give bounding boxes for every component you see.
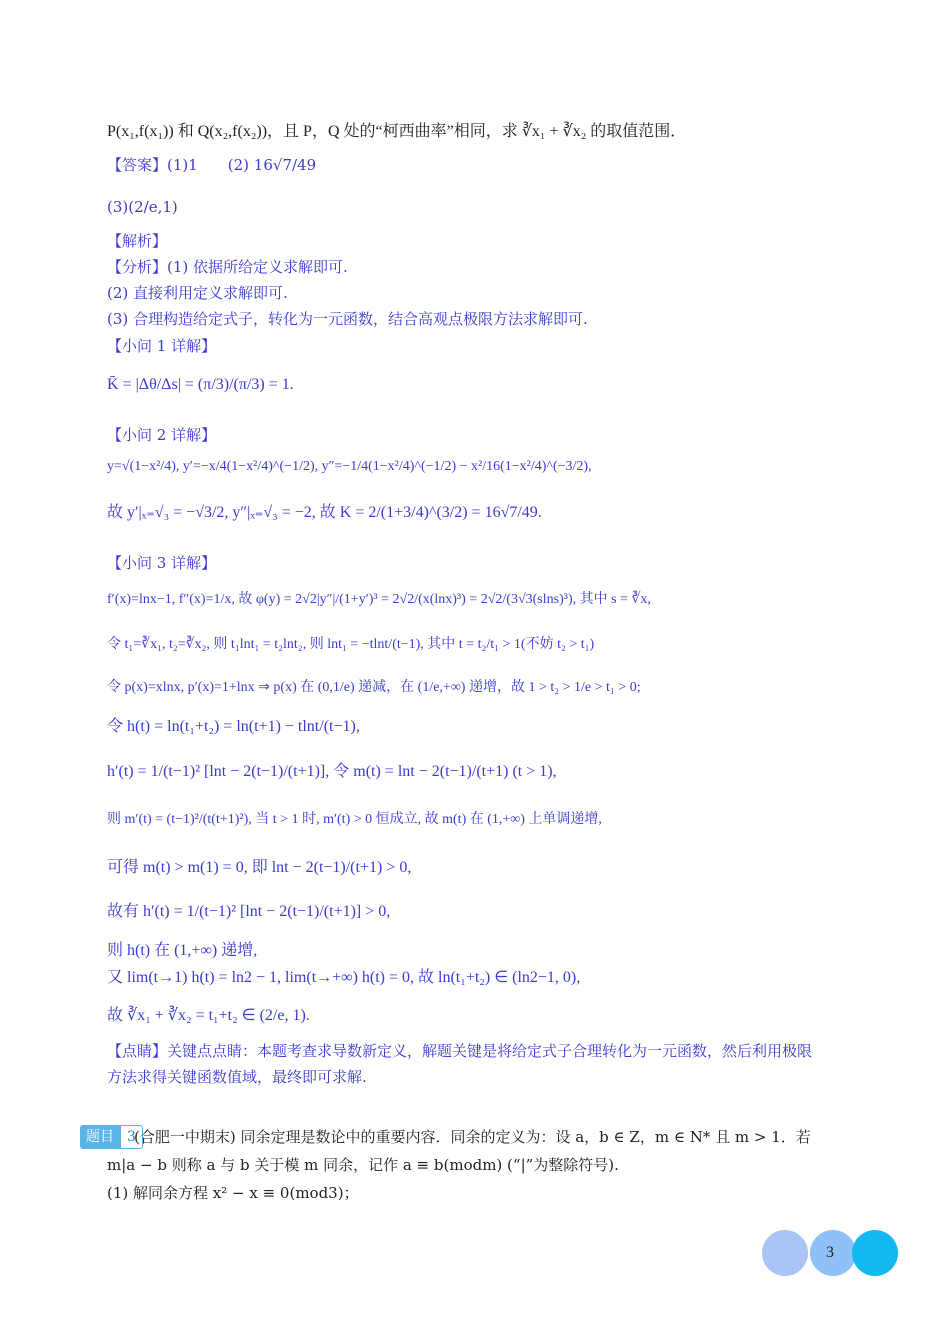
q3-line-9: 则 h(t) 在 (1,+∞) 递增, — [107, 942, 258, 959]
q1-formula: K̄ = |Δθ/Δs| = (π/3)/(π/3) = 1. — [107, 376, 294, 393]
page-number: 3 — [826, 1244, 834, 1261]
badge-number: 3 — [120, 1125, 143, 1149]
page-decor-circle-left — [762, 1230, 808, 1276]
q2-line-2: 故 y′|ₓ₌√₃ = −√3/2, y″|ₓ₌√₃ = −2, 故 K = 2/(1+3/4)^(3/2) = 16√7/49. — [107, 504, 542, 521]
q3-line-10: 又 lim(t→1) h(t) = ln2 − 1, lim(t→+∞) h(t) = 0, 故 ln(t₁+t₂) ∈ (ln2−1, 0), — [107, 969, 581, 986]
page-decor-circle-right — [852, 1230, 898, 1276]
q3-line-4: 令 h(t) = ln(t₁+t₂) = ln(t+1) − tlnt/(t−1), — [107, 718, 360, 735]
q2-title: 【小问 2 详解】 — [107, 426, 217, 444]
q2-line-1: y=√(1−x²/4), y′=−x/4(1−x²/4)^(−1/2), y″=−1/4(1−x²/4)^(−1/2) − x²/16(1−x²/4)^(−3/2), — [107, 459, 592, 474]
key-point-line-1: 【点睛】关键点点睛：本题考查求导数新定义，解题关键是将给定式子合理转化为一元函数，然后利用极限 — [107, 1042, 813, 1060]
analysis-line-2: (2) 直接利用定义求解即可. — [107, 284, 288, 302]
q1-title: 【小问 1 详解】 — [107, 337, 217, 355]
solution-header: 【解析】 — [107, 232, 168, 250]
q3-line-6: 则 m′(t) = (t−1)²/(t(t+1)²), 当 t > 1 时, m′(t) > 0 恒成立, 故 m(t) 在 (1,+∞) 上单调递增, — [107, 812, 602, 827]
q3-title: 【小问 3 详解】 — [107, 554, 217, 572]
problem-line-2: m|a − b 则称 a 与 b 关于模 m 同余，记作 a ≡ b(modm) (“|”为整除符号). — [107, 1156, 619, 1174]
q3-line-1: f′(x)=lnx−1, f″(x)=1/x, 故 φ(y) = 2√2|y″|/(1+y′)³ = 2√2/(x(lnx)³) = 2√2/(3√3(slns)³), 其中 s = ∛x, — [107, 592, 651, 607]
q3-line-3: 令 p(x)=xlnx, p′(x)=1+lnx ⇒ p(x) 在 (0,1/e) 递减，在 (1/e,+∞) 递增，故 1 > t₂ > 1/e > t₁ > 0; — [107, 680, 641, 695]
key-point-line-2: 方法求得关键函数值域，最终即可求解. — [107, 1068, 367, 1086]
problem-line-3: (1) 解同余方程 x² − x ≡ 0(mod3)； — [107, 1184, 359, 1202]
problem-continuation: P(x₁,f(x₁)) 和 Q(x₂,f(x₂))，且 P，Q 处的“柯西曲率”相同，求 ∛x₁ + ∛x₂ 的取值范围． — [107, 123, 687, 140]
problem-line-1: (合肥一中期末) 同余定理是数论中的重要内容．同余的定义为：设 a，b ∈ Z，m ∈ N* 且 m > 1．若 — [134, 1128, 811, 1146]
analysis-line-1: 【分析】(1) 依据所给定义求解即可. — [107, 258, 348, 276]
analysis-line-3: (3) 合理构造给定式子，转化为一元函数，结合高观点极限方法求解即可. — [107, 310, 588, 328]
q3-line-2: 令 t₁=∛x₁, t₂=∛x₂, 则 t₁lnt₁ = t₂lnt₂, 则 lnt₁ = −tlnt/(t−1), 其中 t = t₂/t₁ > 1(不妨 t₂ > t₁) — [107, 637, 595, 652]
q3-line-11: 故 ∛x₁ + ∛x₂ = t₁+t₂ ∈ (2/e, 1). — [107, 1007, 310, 1024]
answer-line: 【答案】(1)1 (2) 16√7/49 — [107, 156, 317, 174]
q3-line-5: h′(t) = 1/(t−1)² [lnt − 2(t−1)/(t+1)], 令 m(t) = lnt − 2(t−1)/(t+1) (t > 1), — [107, 763, 557, 780]
answer-line-3: (3)(2/e,1) — [107, 198, 178, 216]
badge-label: 题目 — [80, 1125, 120, 1149]
q3-line-7: 可得 m(t) > m(1) = 0, 即 lnt − 2(t−1)/(t+1) > 0, — [107, 859, 412, 876]
q3-line-8: 故有 h′(t) = 1/(t−1)² [lnt − 2(t−1)/(t+1)] > 0, — [107, 903, 391, 920]
